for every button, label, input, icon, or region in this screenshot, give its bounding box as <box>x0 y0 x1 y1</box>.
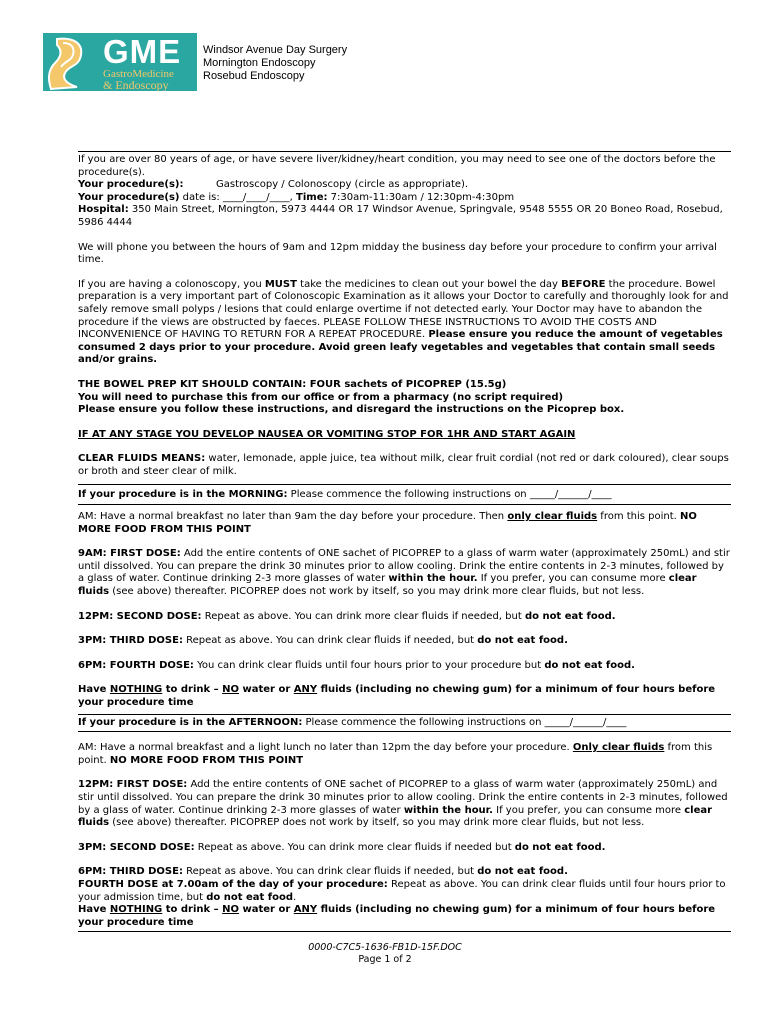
kit-purchase: You will need to purchase this from our office or from a pharmacy (no script required) <box>78 391 564 403</box>
bottom-divider <box>78 931 731 932</box>
morning-nothing-to-drink: Have NOTHING to drink – NO water or ANY fluids (including no chewing gum) for a minimum of four hours before your procedure time <box>78 684 716 708</box>
document-body <box>78 151 731 932</box>
logo-subtitle-endoscopy: & Endoscopy <box>103 78 169 91</box>
over-80-notice: If you are over 80 years of age, or have severe liver/kidney/heart condition, you may need to see one of the doctors before the procedure(s). <box>78 154 716 178</box>
top-divider <box>78 151 731 152</box>
location-item: Rosebud Endoscopy <box>203 70 305 82</box>
afternoon-nothing-to-drink: Have NOTHING to drink – NO water or ANY fluids (including no chewing gum) for a minimum of four hours before your procedure time <box>78 904 716 928</box>
afternoon-second-dose: 3PM: SECOND DOSE: Repeat as above. You can drink more clear fluids if needed but do not eat food. <box>78 841 606 853</box>
kit-instructions: Please ensure you follow these instructions, and disregard the instructions on the Picoprep box. <box>78 404 625 416</box>
clear-fluids-definition: CLEAR FLUIDS MEANS: water, lemonade, apple juice, tea without milk, clear fruit cordial (not red or dark coloured), clear soups or broth and steer clear of milk. <box>78 453 729 477</box>
location-item: Windsor Avenue Day Surgery <box>203 44 348 56</box>
page-number: Page 1 of 2 <box>358 954 412 965</box>
afternoon-first-dose: 12PM: FIRST DOSE: Add the entire contents of ONE sachet of PICOPREP to a glass of warm water (approximately 250mL) and stir until dissolved. You can prepare the drink 30 minutes prior to allow cooling. Drink the entire contents in 2-3 minutes, followed by a glass of water. Continue drinking 2-3 more glasses of water within the hour. If you prefer, you can consume more clear fluids (see above) thereafter. PICOPREP does not work by itself, so you may drink more clear fluids, but not less. <box>78 779 728 829</box>
morning-first-dose: 9AM: FIRST DOSE: Add the entire contents of ONE sachet of PICOPREP to a glass of warm water (approximately 250mL) and stir until dissolved. You can prepare the drink 30 minutes prior to allow cooling. Drink the entire contents in 2-3 minutes, followed by a glass of water. Continue drinking 2-3 more glasses of water within the hour. If you prefer, you can consume more clear fluids (see above) thereafter. PICOPREP does not work by itself, so you may drink more clear fluids, but not less. <box>78 548 730 598</box>
morning-third-dose: 3PM: THIRD DOSE: Repeat as above. You can drink clear fluids if needed, but do not eat food. <box>78 635 568 647</box>
afternoon-third-dose: 6PM: THIRD DOSE: Repeat as above. You can drink clear fluids if needed, but do not eat food. <box>78 866 568 878</box>
page-footer <box>0 942 770 966</box>
afternoon-fourth-dose: FOURTH DOSE at 7.00am of the day of your procedure: Repeat as above. You can drink clear fluids until four hours prior to your admission time, but do not eat food. <box>78 878 726 903</box>
gme-logo <box>43 33 197 91</box>
location-item: Mornington Endoscopy <box>203 57 316 69</box>
afternoon-am-instruction: AM: Have a normal breakfast and a light lunch no later than 12pm the day before your procedure. Only clear fluids from this point. NO MORE FOOD FROM THIS POINT <box>78 742 713 766</box>
logo-wordmark: GME <box>103 33 182 70</box>
morning-am-instruction: AM: Have a normal breakfast no later than 9am the day before your procedure. Then only clear fluids from this point. NO MORE FOOD FROM THIS POINT <box>78 511 697 535</box>
kit-contents: THE BOWEL PREP KIT SHOULD CONTAIN: FOUR sachets of PICOPREP (15.5g) <box>78 378 507 390</box>
procedure-line: Your procedure(s): Gastroscopy / Colonoscopy (circle as appropriate). <box>78 179 469 191</box>
logo-subtitle-gastro: GastroMedicine <box>103 68 174 80</box>
hospital-line: Hospital: 350 Main Street, Mornington, 5973 4444 OR 17 Windsor Avenue, Springvale, 9548 5555 OR 20 Boneo Road, Rosebud, 5986 4444 <box>78 204 723 228</box>
morning-fourth-dose: 6PM: FOURTH DOSE: You can drink clear fluids until four hours prior to your procedure but do not eat food. <box>78 659 635 671</box>
document-id: 0000-C7C5-1636-FB1D-15F.DOC <box>308 942 462 953</box>
morning-heading: If your procedure is in the MORNING: Please commence the following instructions on _____/______/____ <box>78 489 612 501</box>
phone-notice: We will phone you between the hours of 9am and 12pm midday the business day before your procedure to confirm your arrival time. <box>78 241 717 266</box>
morning-second-dose: 12PM: SECOND DOSE: Repeat as above. You can drink more clear fluids if needed, but do not eat food. <box>78 610 616 622</box>
stomach-logo-icon <box>43 33 103 91</box>
location-list <box>203 44 347 83</box>
afternoon-heading: If your procedure is in the AFTERNOON: Please commence the following instructions on _____/______/____ <box>78 716 627 728</box>
date-time-line: Your procedure(s) date is: ____/____/____, Time: 7:30am-11:30am / 12:30pm-4:30pm <box>78 191 515 203</box>
colonoscopy-paragraph: If you are having a colonoscopy, you MUST take the medicines to clean out your bowel the day BEFORE the procedure. Bowel preparation is a very important part of Colonoscopic Examination as it allows your Doctor to carefully and thoroughly look for and safely remove small polyps / lesions that could enlarge overtime if not detected early. Your Doctor may have to abandon the procedure if the views are obstructed by faeces. PLEASE FOLLOW THESE INSTRUCTIONS TO AVOID THE COSTS AND INCONVENIENCE OF HAVING TO RETURN FOR A REPEAT PROCEDURE. Please ensure you reduce the amount of vegetables consumed 2 days prior to your procedure. Avoid green leafy vegetables and vegetables that contain small seeds and/or grains. <box>78 278 729 366</box>
nausea-warning: IF AT ANY STAGE YOU DEVELOP NAUSEA OR VOMITING STOP FOR 1HR AND START AGAIN <box>78 428 576 440</box>
